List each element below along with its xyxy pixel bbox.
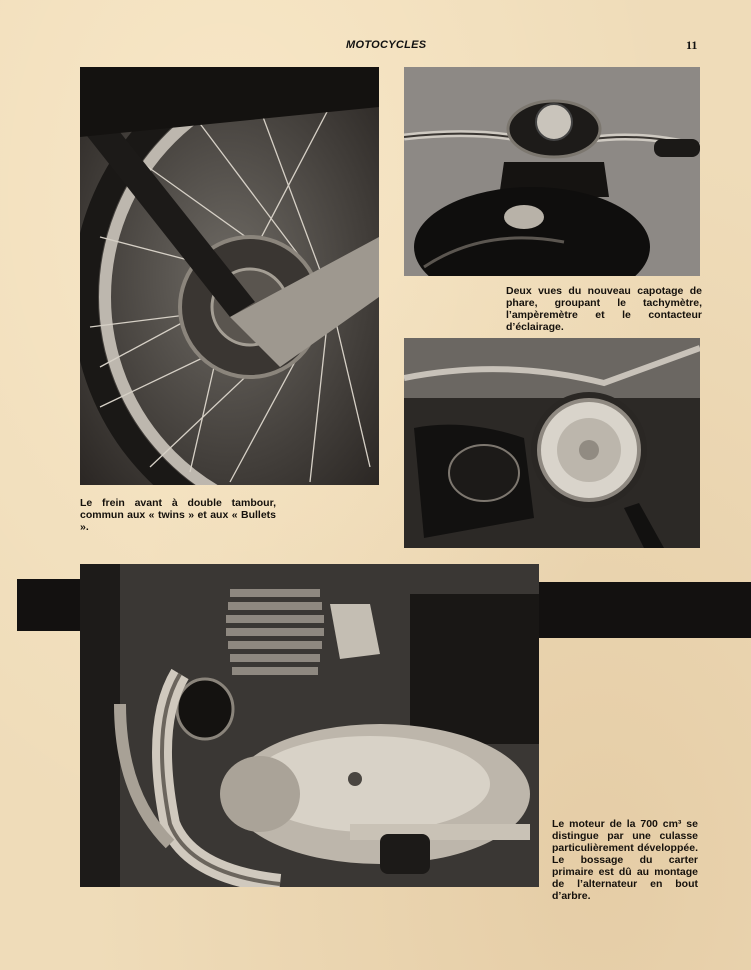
handlebar-photo	[404, 67, 700, 276]
front-brake-caption: Le frein avant à double tambour, commun aux « twins » et aux « Bullets ».	[80, 497, 276, 533]
decorative-band-left	[17, 579, 80, 631]
engine-caption: Le moteur de la 700 cm³ se distingue par une culasse particulièrement développée. Le bossage du carter primaire est dû au montage de l’alternateur en bout d’arbre.	[552, 818, 698, 902]
decorative-band-right	[538, 582, 751, 638]
headlamp-photo	[404, 338, 700, 548]
running-header: MOTOCYCLES	[346, 39, 427, 51]
headlamp-pair-caption: Deux vues du nouveau capotage de phare, groupant le tachymètre, l’ampèremètre et le contacteur d’éclairage.	[506, 285, 702, 333]
front-brake-photo	[80, 67, 379, 485]
page-number: 11	[686, 38, 698, 52]
engine-photo	[80, 564, 539, 887]
